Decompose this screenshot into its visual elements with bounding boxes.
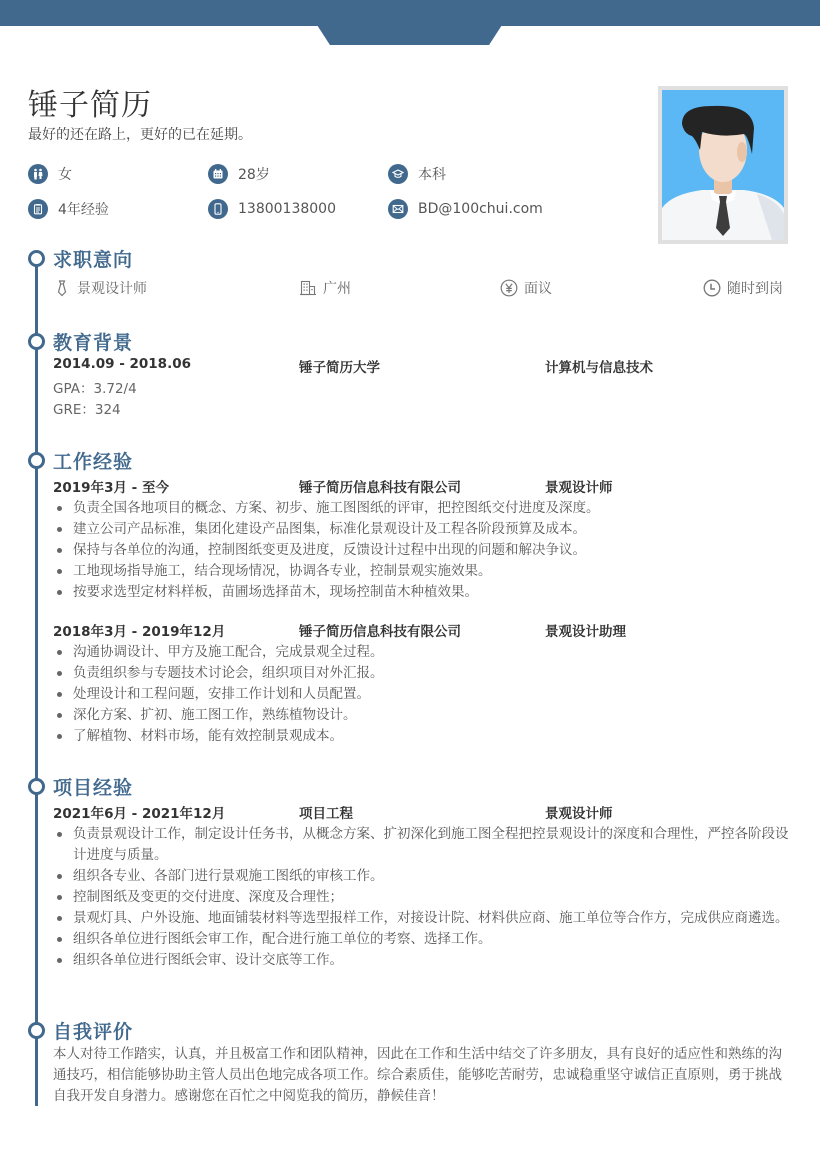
resume-name: 锤子简历: [28, 88, 152, 123]
info-gender: 女: [28, 164, 72, 184]
project-period: 2021年6月 - 2021年12月: [53, 806, 226, 822]
job-1-duties: [53, 498, 793, 603]
project-name: 项目工程: [299, 806, 353, 822]
timeline-node: [28, 333, 45, 350]
job-period: 2018年3月 - 2019年12月: [53, 624, 226, 640]
clipboard-icon: [28, 199, 48, 219]
list-item: 沟通协调设计、甲方及施工配合，完成景观全过程。: [53, 642, 793, 663]
list-item: 组织各单位进行图纸会审、设计交底等工作。: [53, 950, 793, 971]
section-header-self-evaluation: 自我评价: [28, 1017, 133, 1044]
list-item: 建立公司产品标准，集团化建设产品图集，标准化景观设计及工程各阶段预算及成本。: [53, 519, 793, 540]
top-banner-tab: [317, 25, 502, 45]
project-role: 景观设计师: [545, 806, 613, 822]
clock-icon: [703, 279, 721, 297]
job-role: 景观设计师: [545, 480, 613, 496]
building-icon: [299, 279, 317, 297]
intent-salary: 面议: [500, 278, 552, 298]
profile-photo: [658, 86, 788, 244]
timeline-node: [28, 1022, 45, 1039]
section-header-work: 工作经验: [28, 447, 133, 474]
list-item: 景观灯具、户外设施、地面铺装材料等选型报样工作，对接设计院、材料供应商、施工单位等合作方，完成供应商遴选。: [53, 908, 793, 929]
job-company: 锤子简历信息科技有限公司: [299, 480, 461, 496]
list-item: 了解植物、材料市场，能有效控制景观成本。: [53, 726, 793, 747]
education-major: 计算机与信息技术: [545, 360, 653, 376]
education-school: 锤子简历大学: [299, 360, 380, 376]
graduation-cap-icon: [388, 164, 408, 184]
self-evaluation-text: 本人对待工作踏实，认真，并且极富工作和团队精神，因此在工作和生活中结交了许多朋友，具有良好的适应性和熟练的沟通技巧，相信能够协助主管人员出色地完成各项工作。综合素质佳，能够吃苦耐劳，忠诚稳重坚守诚信正直原则，勇于挑战自我开发自身潜力。感谢您在百忙之中阅览我的简历，静候佳音！: [53, 1046, 782, 1104]
section-header-project: 项目经验: [28, 773, 133, 800]
list-item: 负责景观设计工作，制定设计任务书，从概念方案、扩初深化到施工图全程把控景观设计的深度和合理性，严控各阶段设计进度与质量。: [53, 824, 793, 866]
section-header-intent: 求职意向: [28, 245, 133, 272]
list-item: 控制图纸及变更的交付进度、深度及合理性；: [53, 887, 793, 908]
job-period: 2019年3月 - 至今: [53, 480, 169, 496]
intent-position: 景观设计师: [53, 278, 147, 298]
motto: 最好的还在路上，更好的已在延期。: [28, 127, 252, 143]
timeline-node: [28, 452, 45, 469]
list-item: 组织各专业、各部门进行景观施工图纸的审核工作。: [53, 866, 793, 887]
top-banner: [0, 0, 820, 26]
job-2-duties: [53, 642, 793, 747]
education-gre: GRE：324: [53, 402, 121, 418]
yen-icon: [500, 279, 518, 297]
tie-icon: [53, 279, 71, 297]
list-item: 组织各单位进行图纸会审工作，配合进行施工单位的考察、选择工作。: [53, 929, 793, 950]
education-gpa: GPA：3.72/4: [53, 381, 137, 397]
education-period: 2014.09 - 2018.06: [53, 356, 191, 372]
list-item: 按要求选型定材料样板，苗圃场选择苗木，现场控制苗木种植效果。: [53, 582, 793, 603]
project-duties: [53, 824, 793, 971]
job-company: 锤子简历信息科技有限公司: [299, 624, 461, 640]
job-role: 景观设计助理: [545, 624, 626, 640]
info-phone: 13800138000: [208, 199, 336, 219]
intent-city: 广州: [299, 278, 351, 298]
section-header-education: 教育背景: [28, 328, 133, 355]
list-item: 负责组织参与专题技术讨论会，组织项目对外汇报。: [53, 663, 793, 684]
list-item: 深化方案、扩初、施工图工作，熟练植物设计。: [53, 705, 793, 726]
info-experience: 4年经验: [28, 199, 109, 219]
list-item: 负责全国各地项目的概念、方案、初步、施工图图纸的评审，把控图纸交付进度及深度。: [53, 498, 793, 519]
mail-icon: [388, 199, 408, 219]
avatar-illustration: [662, 90, 784, 240]
info-age: 28岁: [208, 164, 270, 184]
info-email: BD@100chui.com: [388, 199, 543, 219]
info-degree: 本科: [388, 164, 446, 184]
list-item: 保持与各单位的沟通，控制图纸变更及进度，反馈设计过程中出现的问题和解决争议。: [53, 540, 793, 561]
gender-icon: [28, 164, 48, 184]
intent-availability: 随时到岗: [703, 278, 783, 298]
phone-icon: [208, 199, 228, 219]
calendar-icon: [208, 164, 228, 184]
timeline-node: [28, 778, 45, 795]
timeline-line: [35, 266, 38, 1106]
list-item: 处理设计和工程问题，安排工作计划和人员配置。: [53, 684, 793, 705]
timeline-node: [28, 250, 45, 267]
list-item: 工地现场指导施工，结合现场情况，协调各专业，控制景观实施效果。: [53, 561, 793, 582]
